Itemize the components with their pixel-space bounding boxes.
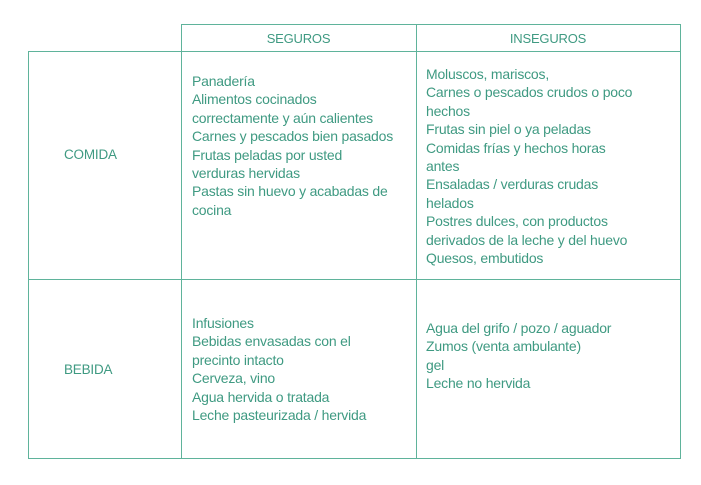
list-item: Cerveza, vino: [192, 370, 275, 387]
list-item: Bebidas envasadas con el precinto intacto: [192, 333, 351, 368]
list-item: Infusiones: [192, 315, 254, 331]
row-label-bebida: BEBIDA: [64, 362, 113, 377]
grid-middle-line: [28, 279, 680, 280]
list-item: Agua del grifo / pozo / aguador: [426, 320, 612, 336]
list-item: Panadería: [192, 73, 255, 89]
cell-comida-seguros: [192, 72, 404, 219]
list-item: Ensaladas / verduras crudas helados: [426, 176, 599, 211]
grid-col1-line: [181, 24, 182, 459]
grid-right-line: [680, 24, 681, 459]
list-item: Carnes y pescados bien pasados: [192, 128, 394, 145]
cell-comida-inseguros: [426, 65, 648, 267]
list-item: gel: [426, 356, 445, 373]
grid-col2-line: [416, 24, 417, 459]
grid-left-line: [28, 51, 29, 459]
list-item: Agua hervida o tratada: [192, 388, 330, 405]
list-item: Pastas sin huevo y acabadas de cocina: [192, 183, 388, 218]
list-item: Frutas sin piel o ya peladas: [426, 121, 591, 138]
list-item: Moluscos, mariscos,: [426, 66, 550, 82]
list-item: Comidas frías y hechos horas antes: [426, 139, 606, 175]
list-item: Carnes o pescados crudos o poco hechos: [426, 84, 633, 119]
list-item: Alimentos cocinados correctamente y aún calientes: [192, 91, 373, 126]
column-header-seguros: SEGUROS: [266, 30, 331, 46]
row-label-comida: COMIDA: [64, 147, 117, 162]
grid-bottom-line: [28, 458, 680, 459]
column-header-inseguros: INSEGUROS: [509, 30, 587, 46]
list-item: Leche pasteurizada / hervida: [192, 407, 367, 424]
list-item: Postres dulces, con productos derivados de la leche y del huevo: [426, 213, 628, 248]
list-item: Frutas peladas por usted verduras hervidas: [192, 146, 343, 182]
cell-bebida-inseguros: [426, 319, 662, 393]
list-item: Zumos (venta ambulante): [426, 338, 581, 355]
list-item: Leche no hervida: [426, 375, 531, 392]
list-item: Quesos, embutidos: [426, 250, 544, 267]
cell-bebida-seguros: [192, 314, 404, 424]
